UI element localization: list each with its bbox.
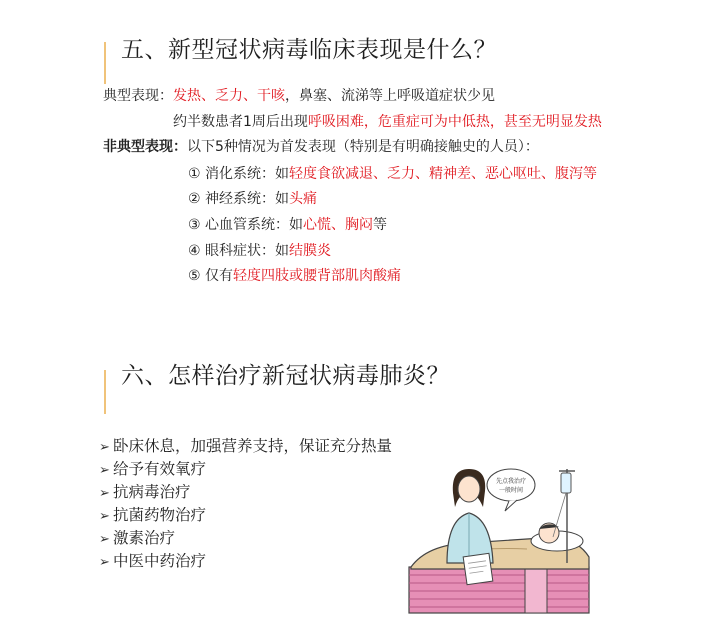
bullet-text: 中医中药治疗 xyxy=(113,552,207,570)
doctor-face xyxy=(458,476,480,502)
treatment-bullet xyxy=(99,481,191,505)
section6-title: 六、怎样治疗新冠状病毒肺炎？ xyxy=(121,363,450,389)
treatment-bullet xyxy=(99,435,392,459)
item-red: 轻度四肢或腰背部肌肉酸痛 xyxy=(233,268,402,284)
atypical-item xyxy=(188,164,597,184)
typical-rest: ，鼻塞、流涕等上呼吸道症状少见 xyxy=(285,88,495,104)
arrow-icon: ➢ xyxy=(99,486,110,501)
typical-symptoms-red: 发热、乏力、干咳 xyxy=(173,88,285,104)
atypical-item xyxy=(188,241,331,261)
iv-bag xyxy=(561,473,571,493)
atypical-item xyxy=(188,189,317,209)
typical-line-1 xyxy=(103,86,495,106)
section5-accent-bar xyxy=(104,42,106,84)
typical-l2-a: 约半数患者1周后出现 xyxy=(173,114,308,130)
atypical-item xyxy=(188,266,401,286)
bullet-text: 给予有效氧疗 xyxy=(113,460,207,478)
typical-l2-b: 呼吸困难 xyxy=(307,114,364,130)
clipboard xyxy=(463,553,493,584)
bubble-text-2: 一般时间 xyxy=(498,487,524,494)
item-red: 结膜炎 xyxy=(289,243,332,259)
item-red: 心慌、胸闷 xyxy=(303,217,374,233)
bed-frame xyxy=(409,567,589,613)
atypical-item xyxy=(188,215,387,235)
typical-line-2 xyxy=(173,112,602,132)
item-prefix: ② 神经系统：如 xyxy=(188,191,290,207)
typical-l2-c: ， xyxy=(363,114,378,130)
arrow-icon: ➢ xyxy=(99,440,110,455)
arrow-icon: ➢ xyxy=(99,509,110,524)
item-prefix: ① 消化系统：如 xyxy=(188,166,290,182)
atypical-intro: 以下5种情况为首发表现（特别是有明确接触史的人员）： xyxy=(187,139,539,155)
bubble-text-1: 先点我治疗 xyxy=(495,478,527,485)
item-prefix: ④ 眼科症状：如 xyxy=(188,243,290,259)
section5-title: 五、新型冠状病毒临床表现是什么？ xyxy=(121,37,497,63)
bullet-text: 抗菌药物治疗 xyxy=(113,506,207,524)
speech-bubble xyxy=(487,469,535,501)
arrow-icon: ➢ xyxy=(99,463,110,478)
typical-label: 典型表现： xyxy=(103,88,173,104)
section6-accent-bar xyxy=(104,370,106,414)
typical-l2-d: 危重症可为中低热，甚至无明显发热 xyxy=(377,114,602,130)
bed-corner-post xyxy=(525,567,547,613)
treatment-bullet xyxy=(99,458,206,482)
atypical-line xyxy=(103,137,539,157)
bullet-text: 抗病毒治疗 xyxy=(113,483,191,501)
item-suffix: 等 xyxy=(373,217,388,233)
bullet-text: 激素治疗 xyxy=(113,529,176,547)
atypical-label: 非典型表现： xyxy=(103,139,187,155)
item-prefix: ③ 心血管系统：如 xyxy=(188,217,304,233)
treatment-bullet xyxy=(99,504,206,528)
bullet-text: 卧床休息，加强营养支持，保证充分热量 xyxy=(113,437,393,455)
item-red: 轻度食欲减退、乏力、精神差、恶心呕吐、腹泻等 xyxy=(289,166,598,182)
arrow-icon: ➢ xyxy=(99,532,110,547)
patient-care-illustration xyxy=(407,463,593,615)
treatment-bullet xyxy=(99,527,175,551)
item-prefix: ⑤ 仅有 xyxy=(188,268,234,284)
item-red: 头痛 xyxy=(289,191,318,207)
arrow-icon: ➢ xyxy=(99,555,110,570)
treatment-bullet xyxy=(99,550,206,574)
